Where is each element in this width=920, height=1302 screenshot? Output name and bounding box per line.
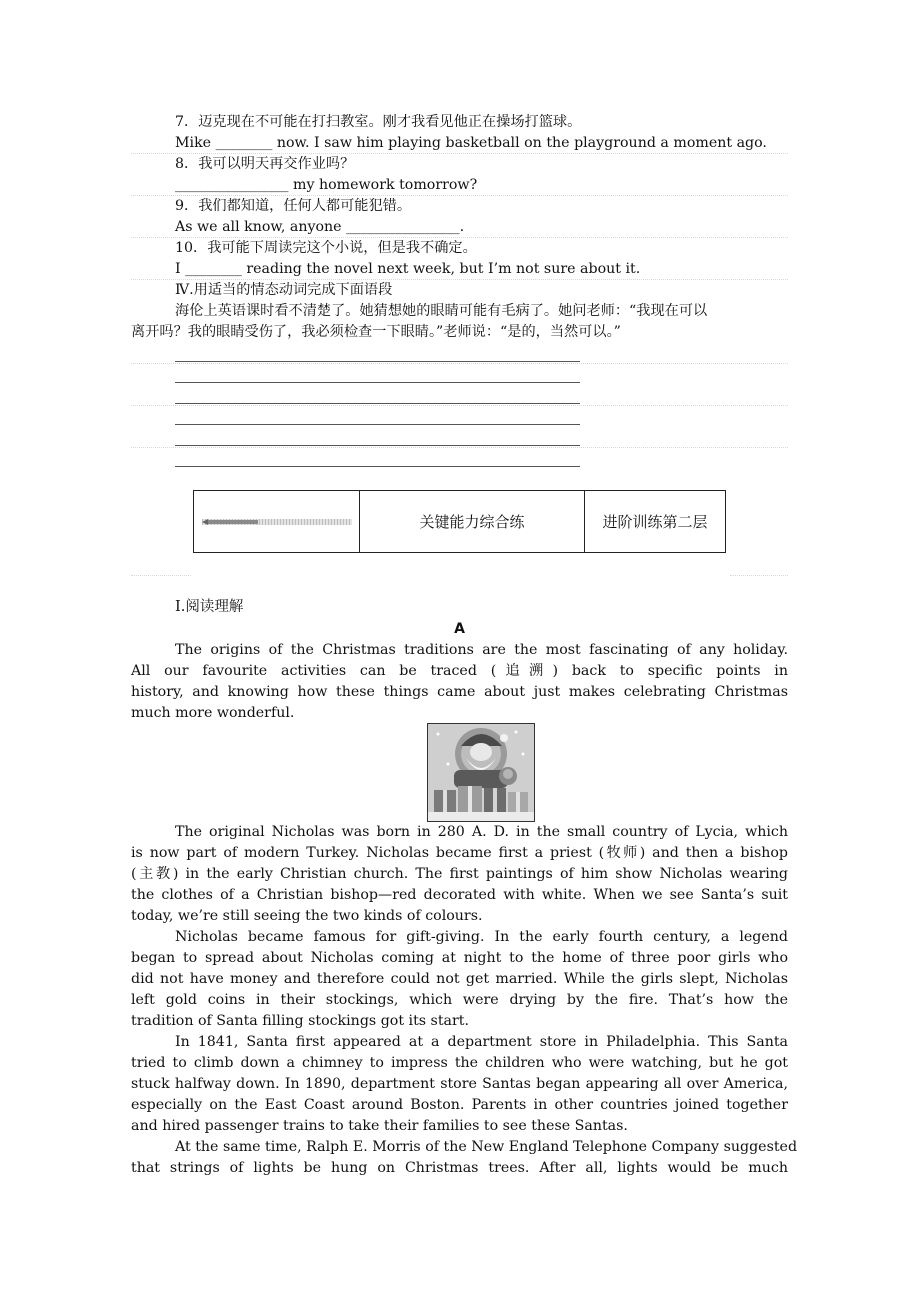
q9-chinese: 9．我们都知道，任何人都可能犯错。 [175, 198, 412, 214]
p2-line: the clothes of a Christian bishop—red decorated with white. When we see Santa’s suit [131, 887, 788, 903]
p4-line: In 1841, Santa first appeared at a department store in Philadelphia. This Santa [175, 1034, 788, 1050]
santa-illustration [427, 723, 535, 822]
banner-title: 关键能力综合练 [360, 491, 585, 552]
guide-rule [131, 447, 788, 448]
guide-rule [730, 575, 788, 576]
q7-english: Mike ________ now. I saw him playing basketball on the playground a moment ago. [175, 135, 767, 151]
p2-line: is now part of modern Turkey. Nicholas became first a priest (牧师) and then a bishop [131, 845, 788, 861]
p1-line: The origins of the Christmas traditions are the most fascinating of any holiday. [175, 642, 788, 658]
exercise4-passage-line1: 海伦上英语课时看不清楚了。她猜想她的眼睛可能有毛病了。她问老师：“我现在可以 [175, 303, 708, 319]
q10-english: I ________ reading the novel next week, but I’m not sure about it. [175, 261, 641, 277]
p3-line: tradition of Santa filling stockings got its start. [131, 1013, 469, 1029]
answer-line [175, 424, 580, 425]
pencil-stripe-icon [202, 517, 352, 527]
passage-label: A [454, 621, 465, 637]
section-banner [193, 490, 726, 553]
guide-rule [131, 405, 788, 406]
p1-line: All our favourite activities can be traced (追溯) back to specific points in [131, 663, 788, 679]
banner-decoration [194, 491, 360, 552]
p1-line: history, and knowing how these things came about just makes celebrating Christmas [131, 684, 788, 700]
p2-line: (主教) in the early Christian church. The first paintings of him show Nicholas wearing [131, 866, 788, 882]
p4-line: tried to climb down a chimney to impress the children who were watching, but he got [131, 1055, 788, 1071]
p5-line: At the same time, Ralph E. Morris of the New England Telephone Company suggested [175, 1139, 798, 1155]
answer-line [175, 445, 580, 446]
p2-line: today, we’re still seeing the two kinds of colours. [131, 908, 483, 924]
p3-line: began to spread about Nicholas coming at night to the home of three poor girls who [131, 950, 788, 966]
p1-line: much more wonderful. [131, 705, 295, 721]
p3-line: left gold coins in their stockings, which were drying by the fire. That’s how the [131, 992, 788, 1008]
guide-rule [131, 363, 788, 364]
p2-line: The original Nicholas was born in 280 A. D. in the small country of Lycia, which [175, 824, 788, 840]
q8-chinese: 8．我可以明天再交作业吗？ [175, 156, 355, 172]
answer-line [175, 382, 580, 383]
p4-line: and hired passenger trains to take their families to see these Santas. [131, 1118, 628, 1134]
q8-english: ________________ my homework tomorrow? [175, 177, 478, 193]
p4-line: especially on the East Coast around Boston. Parents in other countries joined together [131, 1097, 788, 1113]
answer-line [175, 466, 580, 467]
exercise4-passage-line2: 离开吗？我的眼睛受伤了，我必须检查一下眼睛。”老师说：“是的，当然可以。” [131, 324, 621, 340]
q10-chinese: 10．我可能下周读完这个小说，但是我不确定。 [175, 240, 477, 256]
q7-chinese: 7．迈克现在不可能在打扫教室。刚才我看见他正在操场打篮球。 [175, 114, 582, 130]
banner-level: 进阶训练第二层 [602, 513, 708, 531]
exercise4-heading: Ⅳ.用适当的情态动词完成下面语段 [175, 282, 393, 298]
p4-line: stuck halfway down. In 1890, department store Santas began appearing all over America, [131, 1076, 788, 1092]
santa-claus-icon [428, 724, 534, 821]
answer-line [175, 403, 580, 404]
q9-english: As we all know, anyone ________________. [175, 219, 465, 235]
p3-line: Nicholas became famous for gift-giving. In the early fourth century, a legend [175, 929, 788, 945]
guide-rule [131, 575, 191, 576]
answer-line [175, 361, 580, 362]
p3-line: did not have money and therefore could not get married. While the girls slept, Nicholas [131, 971, 788, 987]
p5-line: that strings of lights be hung on Christmas trees. After all, lights would be much [131, 1160, 788, 1176]
reading-heading: Ⅰ.阅读理解 [175, 599, 244, 615]
